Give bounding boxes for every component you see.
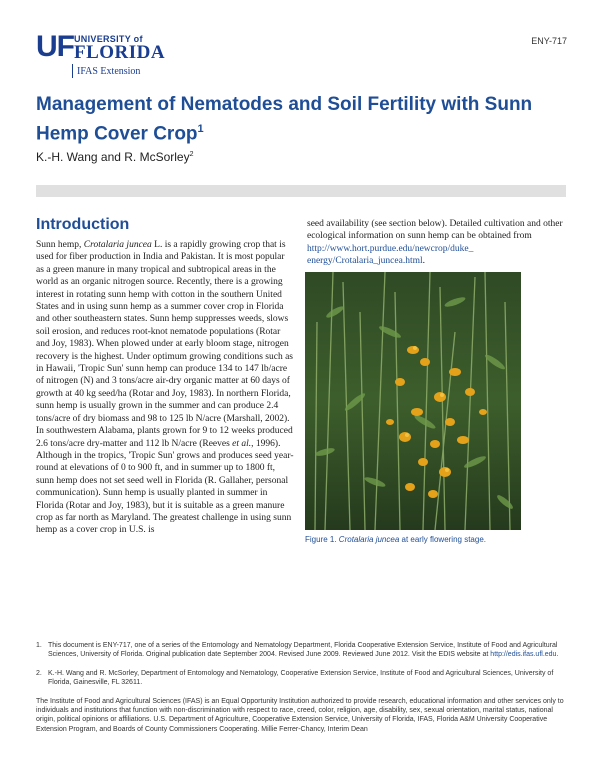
logo-ifas-extension: IFAS Extension — [77, 66, 141, 77]
intro-paragraph-continued: seed availability (see section below). Detailed cultivation and other ecological information on sunn hemp can be obtained from http://www.hort.purdue.edu/newcrop/duke_ energy/Crotalaria_juncea.html. — [307, 219, 563, 267]
intro-column-right — [307, 218, 569, 268]
document-id: ENY-717 — [531, 36, 567, 46]
footnote-2: 2. K.-H. Wang and R. McSorley, Department of Entomology and Nematology, Cooperative Extension Service, Institute of Food and Agricultural Sciences, University of Florida, Gainesville, FL 32611. — [36, 669, 554, 687]
logo-florida: FLORIDA — [74, 42, 166, 63]
logo-divider — [72, 64, 73, 78]
uf-ifas-logo — [36, 32, 186, 82]
authors-footnote-marker[interactable]: 2 — [189, 151, 194, 158]
logo-uf-mark: UF — [36, 30, 74, 63]
edis-link[interactable]: http://edis.ifas.ufl.edu — [490, 651, 557, 659]
caption-species: Crotalaria juncea — [338, 535, 400, 544]
intro-paragraph: Sunn hemp, Crotalaria juncea L. is a rapidly growing crop that is used for fiber production in India and Pakistan. It is most popular as a green manure in many tropical and subtropical areas in the world as an organic nitrogen source. Recently, there is a growing interest in rotating sunn hemp with cotton in the southern United States and in using sunn hemp as a summer cover crop in Florida and other southeastern states. Sunn hemp suppresses weeds, slows soil erosion, and reduces root-knot nematode populations (Rotar and Joy, 1983). When plowed under at early bloom stage, nitrogen recovery is the highest. Under optimum growing conditions such as in Hawaii, 'Tropic Sun' sunn hemp can produce 134 to 147 lb/acre of nitrogen (N) and 3 tons/acre air-dry organic matter at 60 days of growth at 40 kg seed/ha (Rotar and Joy, 1983). In northern Florida, sunn hemp is usually grown in the summer and can produce 2.4 tons/acre of dry biomass and 98 to 125 lb N/acre (Marshall, 2002). In southwestern Alabama, plants grown for 9 to 12 weeks produced 2.6 tons/acre dry-matter and 112 lb N/acre (Reeves et al., 1996). Although in the tropics, 'Tropic Sun' grows and produces seed year-round at elevations of 0 to 900 ft, and in summer up to 1800 ft, sunn hemp does not set seed well in Florida (R. Gallaher, personal communication). Sunn hemp is usually planted in summer in Florida (Rotar and Joy, 1983), but it is suitable as a green manure crop as far north as Maryland. The greatest challenge in using sunn hemp as a cover crop in U.S. is — [36, 240, 294, 536]
sunn-hemp-photo — [305, 272, 521, 530]
introduction-heading: Introduction — [36, 216, 130, 233]
species-name: Crotalaria juncea — [83, 240, 152, 250]
section-divider — [36, 185, 566, 197]
figure-caption: Figure 1. Crotalaria juncea at early flowering stage. — [305, 535, 486, 544]
footnote-number: 1. — [36, 642, 42, 649]
page-title: Management of Nematodes and Soil Fertility with Sunn Hemp Cover Crop$^1$ — [36, 94, 533, 145]
et-al: et al. — [232, 438, 252, 449]
intro-column-left — [36, 239, 294, 537]
logo-university-of: UNIVERSITY of — [74, 34, 143, 44]
purdue-link[interactable]: http://www.hort.purdue.edu/newcrop/duke_ energy/Crotalaria_juncea.html — [307, 243, 474, 267]
title-footnote-marker[interactable]: 1 — [197, 123, 204, 135]
footnote-1: 1. This document is ENY-717, one of a series of the Entomology and Nematology Department, Florida Cooperative Extension Service, Institute of Food and Agricultural Sciences, University of Florida. Original publication date September 2004. Revised June 2009. Reviewed June 2012. Visit the EDIS website at http://edis.ifas.ufl.edu. — [36, 642, 559, 659]
authors: K.-H. Wang and R. McSorley$^2$ — [36, 150, 194, 164]
equal-opportunity-statement: The Institute of Food and Agricultural Sciences (IFAS) is an Equal Opportunity Institution authorized to provide research, educational information and other services only to individuals and institutions that function with non-discrimination with respect to race, creed, color, religion, age, disability, sex, sexual orientation, marital status, national origin, political opinions or affiliations. U.S. Department of Agriculture, Cooperative Extension Service, University of Florida, IFAS, Florida A&M University Cooperative Extension Program, and Boards of County Commissioners Cooperating. Millie Ferrer-Chancy, Interim Dean — [36, 697, 564, 733]
footnote-number: 2. — [36, 669, 42, 677]
footnotes — [36, 641, 566, 734]
